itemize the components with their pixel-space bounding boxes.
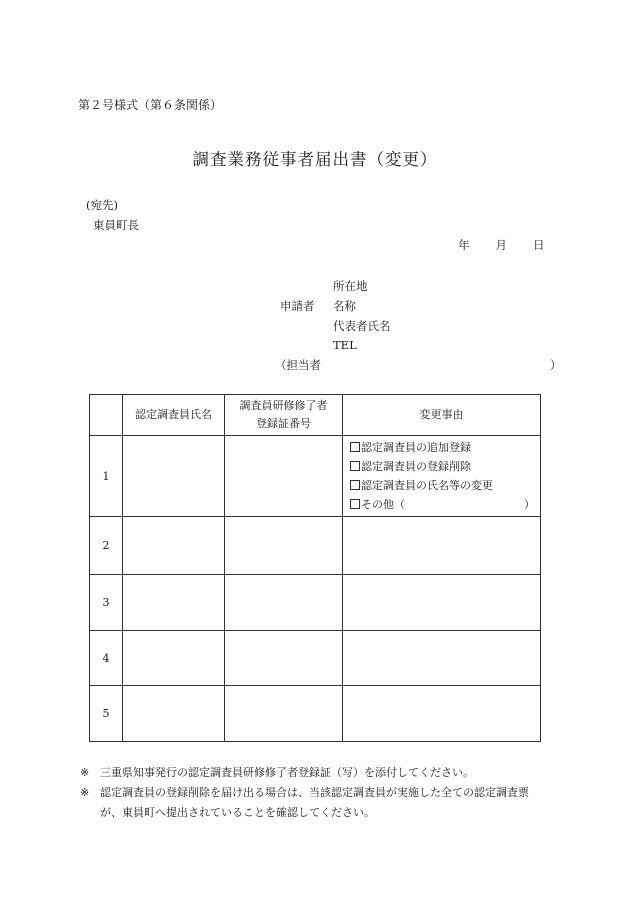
applicant-name-label: 名称 bbox=[333, 299, 356, 313]
table-row bbox=[90, 517, 541, 575]
day-label: 日 bbox=[533, 238, 545, 252]
cert-number-cell[interactable] bbox=[225, 575, 343, 631]
reason-option-label: 認定調査員の氏名等の変更 bbox=[361, 479, 493, 492]
month-label: 月 bbox=[495, 238, 507, 252]
year-label: 年 bbox=[458, 238, 470, 252]
table-header-row bbox=[90, 395, 541, 436]
header-cert-number bbox=[225, 395, 343, 436]
checkbox[interactable] bbox=[350, 499, 360, 509]
reason-option-change bbox=[350, 476, 540, 495]
table-row bbox=[90, 686, 541, 742]
table-row bbox=[90, 575, 541, 631]
reason-option-add bbox=[350, 438, 540, 457]
cert-number-cell[interactable] bbox=[225, 517, 343, 575]
row-number: 4 bbox=[90, 631, 123, 686]
note-deletion-continued: が、東員町へ提出されていることを確認してください。 bbox=[100, 806, 375, 819]
name-cell[interactable] bbox=[123, 575, 225, 631]
reason-option-label: 認定調査員の追加登録 bbox=[361, 441, 471, 454]
reason-cell[interactable] bbox=[343, 517, 541, 575]
reason-cell[interactable] bbox=[343, 631, 541, 686]
reason-option-label: その他（ bbox=[361, 498, 405, 511]
name-cell[interactable] bbox=[123, 686, 225, 742]
note-attachment bbox=[80, 764, 474, 780]
reason-option-delete bbox=[350, 457, 540, 476]
note-text: 三重県知事発行の認定調査員研修修了者登録証（写）を添付してください。 bbox=[100, 766, 474, 779]
row-number: 2 bbox=[90, 517, 123, 575]
reason-cell[interactable] bbox=[343, 686, 541, 742]
form-number-label: 第２号様式（第６条関係） bbox=[78, 98, 223, 112]
applicant-role-label: 申請者 bbox=[280, 299, 315, 313]
note-text: 認定調査員の登録削除を届け出る場合は、当該認定調査員が実施した全ての認定調査票 bbox=[100, 786, 529, 799]
other-close-paren: ） bbox=[524, 498, 535, 511]
note-mark: ※ bbox=[80, 766, 90, 779]
document-title: 調査業務従事者届出書（変更） bbox=[192, 150, 438, 169]
addressee-name: 東員町長 bbox=[93, 218, 139, 232]
header-reason: 変更事由 bbox=[343, 395, 541, 436]
reason-cell[interactable] bbox=[343, 575, 541, 631]
row-number: 3 bbox=[90, 575, 123, 631]
checkbox[interactable] bbox=[350, 480, 360, 490]
note-mark: ※ bbox=[80, 786, 90, 799]
contact-person-label: （担当者 bbox=[275, 358, 321, 372]
date-line bbox=[458, 237, 545, 253]
header-number bbox=[90, 395, 123, 436]
row-number: 5 bbox=[90, 686, 123, 742]
table-row bbox=[90, 631, 541, 686]
name-cell[interactable] bbox=[123, 631, 225, 686]
reason-cell bbox=[343, 436, 541, 517]
name-cell[interactable] bbox=[123, 436, 225, 517]
header-name: 認定調査員氏名 bbox=[123, 395, 225, 436]
tel-label: TEL bbox=[333, 338, 357, 352]
checkbox[interactable] bbox=[350, 461, 360, 471]
row-number: 1 bbox=[90, 436, 123, 517]
header-cert-line2: 登録証番号 bbox=[256, 417, 311, 430]
cert-number-cell[interactable] bbox=[225, 436, 343, 517]
table-row bbox=[90, 436, 541, 517]
reason-option-other bbox=[350, 495, 540, 514]
note-deletion bbox=[80, 784, 529, 800]
header-cert-line1: 調査員研修修了者 bbox=[239, 399, 328, 412]
cert-number-cell[interactable] bbox=[225, 686, 343, 742]
representative-name-label: 代表者氏名 bbox=[333, 319, 391, 333]
cert-number-cell[interactable] bbox=[225, 631, 343, 686]
applicant-address-label: 所在地 bbox=[333, 279, 368, 293]
contact-person-close: ） bbox=[550, 358, 562, 372]
staff-table bbox=[89, 394, 541, 742]
checkbox[interactable] bbox=[350, 442, 360, 452]
name-cell[interactable] bbox=[123, 517, 225, 575]
reason-option-label: 認定調査員の登録削除 bbox=[361, 460, 471, 473]
addressee-label: (宛先) bbox=[86, 198, 118, 212]
